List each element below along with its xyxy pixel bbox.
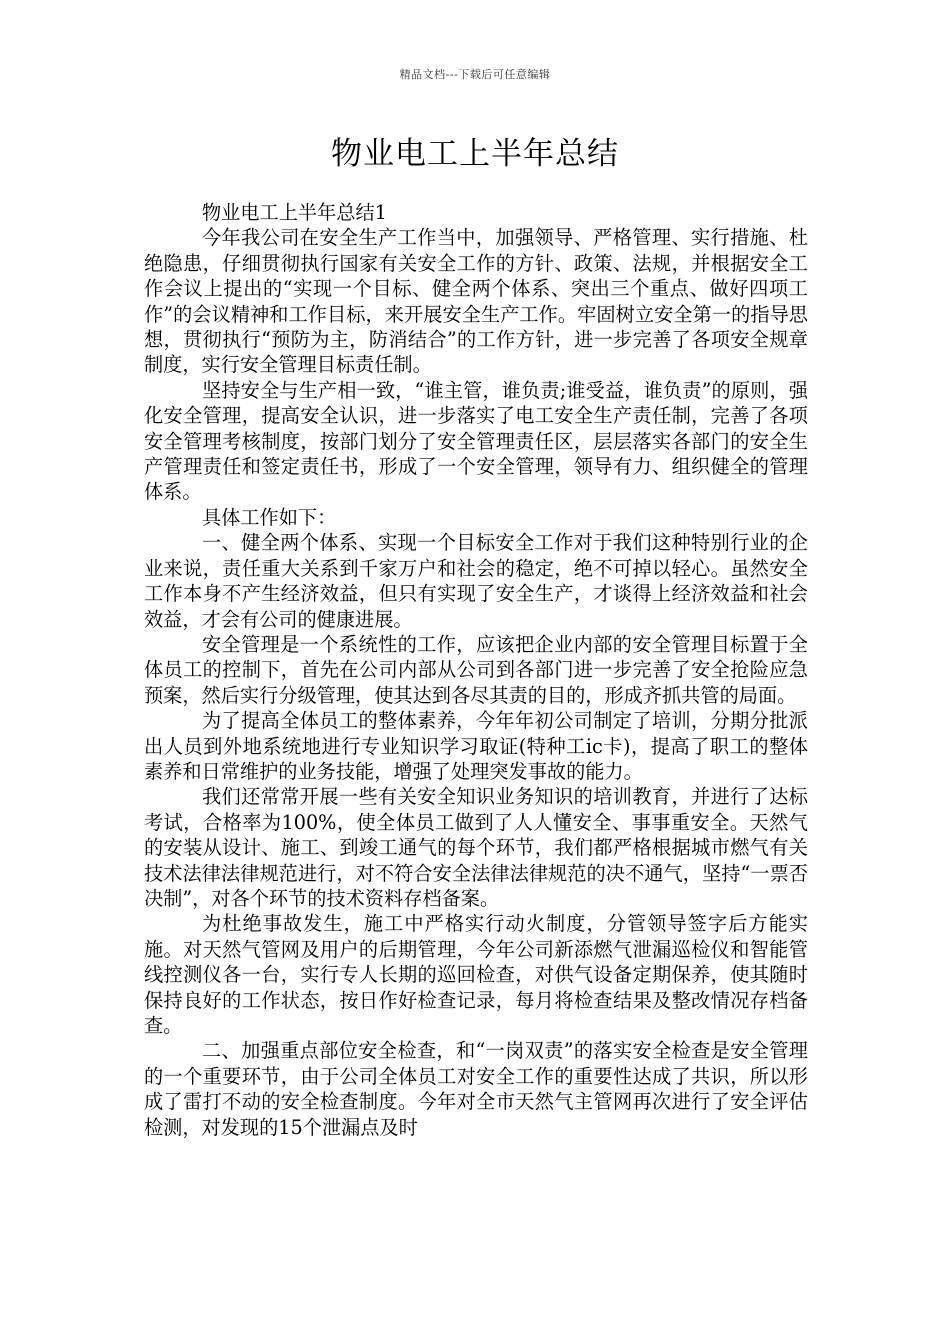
document-title: 物业电工上半年总结 xyxy=(331,136,619,172)
body-paragraph: 今年我公司在安全生产工作当中，加强领导、严格管理、实行措施、杜绝隐患，仔细贯彻执行国家有关安全工作的方针、政策、法规，并根据安全工作会议上提出的“实现一个目标、健全两个体系、突出三个重点、做好四项工作”的会议精神和工作目标，来开展安全生产工作。牢固树立安全第一的指导思想，贯彻执行“预防为主，防消结合”的工作方针，进一步完善了各项安全规章制度，实行安全管理目标责任制。 xyxy=(144,226,808,377)
document-body xyxy=(144,200,808,1140)
body-paragraph: 我们还常常开展一些有关安全知识业务知识的培训教育，并进行了达标考试，合格率为100%，使全体员工做到了人人懂安全、事事重安全。天然气的安装从设计、施工、到竣工通气的每个环节，我们都严格根据城市燃气有关技术法律法律规范进行，对不符合安全法律法律规范的决不通气，坚持“一票否决制”，对各个环节的技术资料存档备案。 xyxy=(144,785,808,910)
body-paragraph: 二、加强重点部位安全检查，和“一岗双责”的落实安全检查是安全管理的一个重要环节，由于公司全体员工对安全工作的重要性达成了共识，所以形成了雷打不动的安全检查制度。今年对全市天然气主管网再次进行了安全评估检测，对发现的15个泄漏点及时 xyxy=(144,1039,808,1139)
body-paragraph: 坚持安全与生产相一致，“谁主管，谁负责;谁受益，谁负责”的原则，强化安全管理，提高安全认识，进一步落实了电工安全生产责任制，完善了各项安全管理考核制度，按部门划分了安全管理责任区，层层落实各部门的安全生产管理责任和签定责任书，形成了一个安全管理，领导有力、组织健全的管理体系。 xyxy=(144,378,808,504)
page-header-note: 精品文档---下载后可任意编辑 xyxy=(399,68,551,81)
body-paragraph: 一、健全两个体系、实现一个目标安全工作对于我们这种特别行业的企业来说，责任重大关系到千家万户和社会的稳定，绝不可掉以轻心。虽然安全工作本身不产生经济效益，但只有实现了安全生产，才谈得上经济效益和社会效益，才会有公司的健康进展。 xyxy=(144,531,808,631)
body-paragraph: 为杜绝事故发生，施工中严格实行动火制度，分管领导签字后方能实施。对天然气管网及用户的后期管理，今年公司新添燃气泄漏巡检仪和智能管线控测仪各一台，实行专人长期的巡回检查，对供气设备定期保养，使其随时保持良好的工作状态，按日作好检查记录，每月将检查结果及整改情况存档备查。 xyxy=(144,912,808,1037)
body-paragraph: 安全管理是一个系统性的工作，应该把企业内部的安全管理目标置于全体员工的控制下，首先在公司内部从公司到各部门进一步完善了安全抢险应急预案，然后实行分级管理，使其达到各尽其责的目的，形成齐抓共管的局面。 xyxy=(144,632,808,707)
body-paragraph: 具体工作如下： xyxy=(202,505,337,529)
section-subheading: 物业电工上半年总结1 xyxy=(202,201,387,224)
body-paragraph: 为了提高全体员工的整体素养，今年年初公司制定了培训，分期分批派出人员到外地系统地进行专业知识学习取证(特种工ic卡)，提高了职工的整体素养和日常维护的业务技能，增强了处理突发事故的能力。 xyxy=(144,709,808,783)
